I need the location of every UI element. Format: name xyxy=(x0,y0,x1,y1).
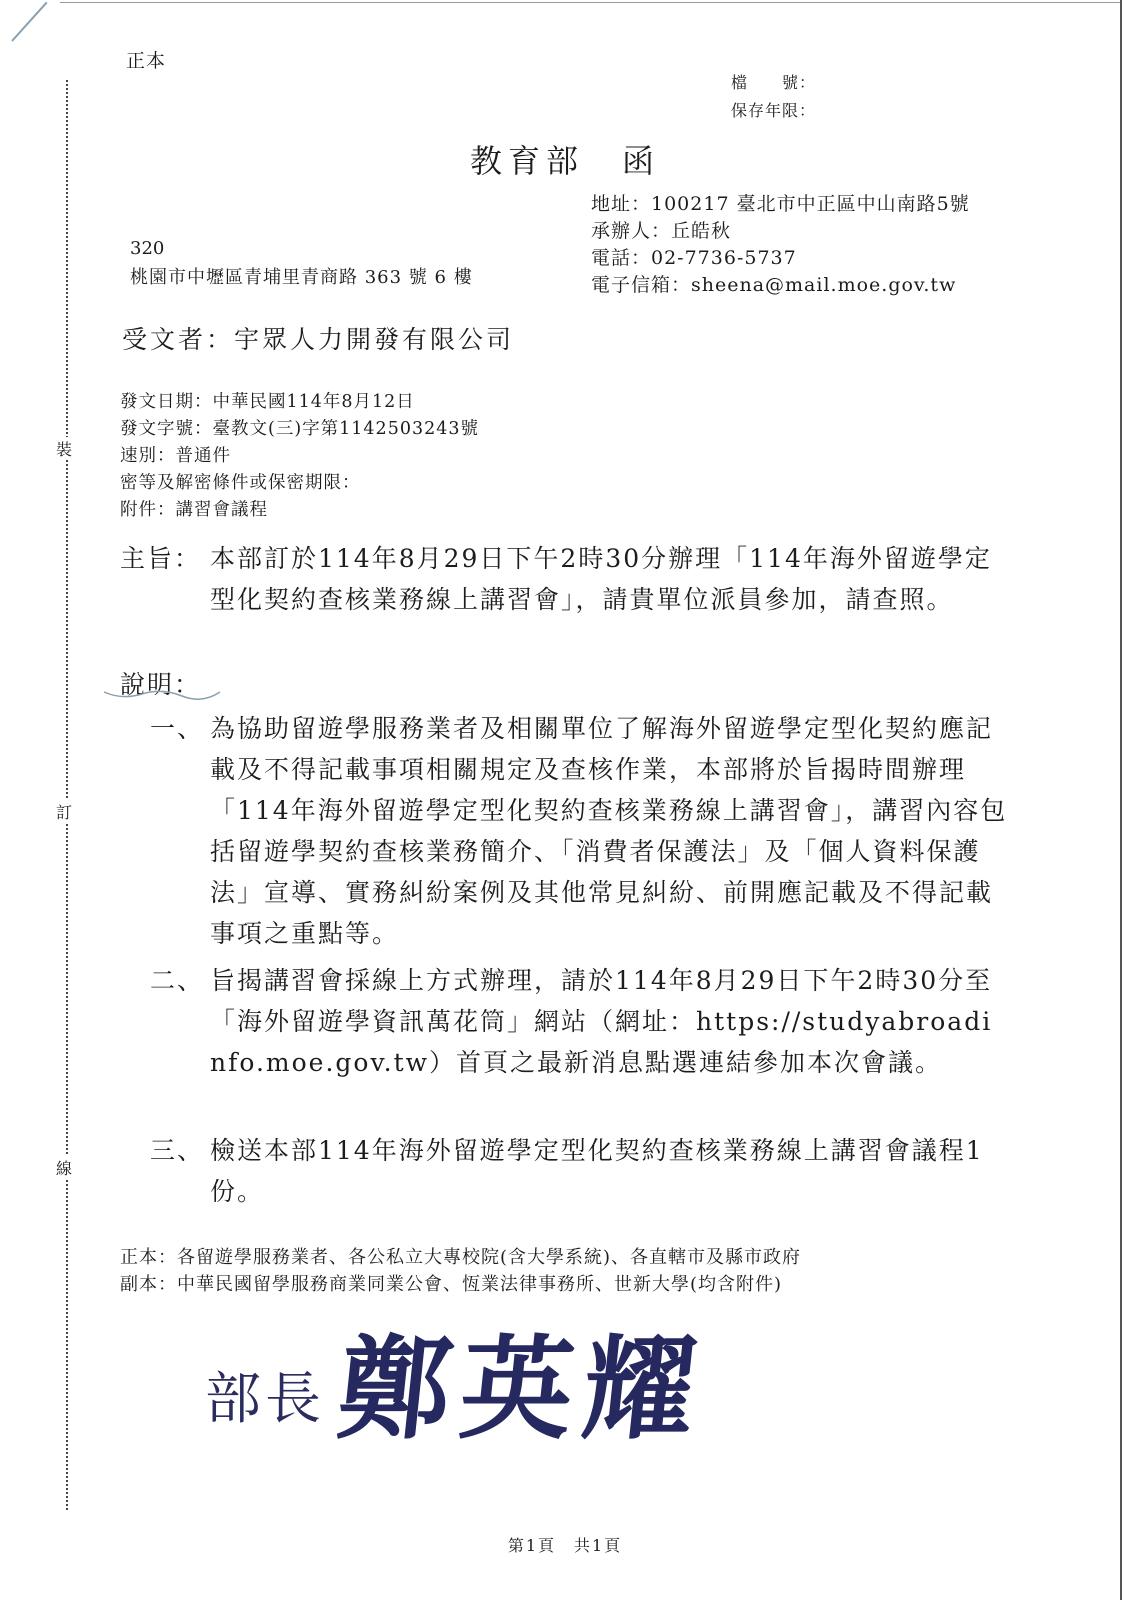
explanation-label: 說明： xyxy=(120,670,202,699)
file-number-label: 檔 號： xyxy=(731,73,817,92)
binding-mark-ding: 訂 xyxy=(56,800,72,823)
page-top-edge xyxy=(60,2,1120,3)
signature-title: 部長 xyxy=(205,1367,325,1432)
binding-mark-zhuang: 裝 xyxy=(56,437,72,460)
org-name: 教育部 xyxy=(470,142,585,180)
explanation-item-1-text: 為協助留遊學服務業者及相關單位了解海外留遊學定型化契約應記載及不得記載事項相關規定及查核作業，本部將於旨揭時間辦理「114年海外留遊學定型化契約查核業務線上講習會」，講習內容包括留遊學契約查核業務簡介、「消費者保護法」及「個人資料保護法」宣導、實務糾紛案例及其他常見糾紛、前開應記載及不得記載事項之重點等。 xyxy=(210,714,1008,948)
copy-type-label: 正本 xyxy=(126,50,167,72)
explanation-item-2-text: 旨揭講習會採線上方式辦理，請於114年8月29日下午2時30分至「海外留遊學資訊萬花筒」網站（網址：https://studyabroadinfo.moe.gov.tw）首頁之最新消息點選連結參加本次會議。 xyxy=(210,966,993,1077)
distribution-original: 正本：各留遊學服務業者、各公私立大專校院(含大學系統)、各直轄市及縣市政府 xyxy=(120,1247,802,1268)
contact-email: 電子信箱：sheena@mail.moe.gov.tw xyxy=(591,274,957,296)
recipient: 受文者：宇眾人力開發有限公司 xyxy=(122,325,515,354)
retention-label: 保存年限： xyxy=(731,101,817,120)
page-title xyxy=(470,136,660,182)
binding-line xyxy=(66,80,68,1510)
delivery-speed: 速別：普通件 xyxy=(120,446,231,466)
explanation-item-1-num: 一、 xyxy=(150,714,205,743)
pen-squiggle xyxy=(102,686,222,702)
document-number: 發文字號：臺教文(三)字第1142503243號 xyxy=(120,419,479,439)
explanation-item-3-text: 檢送本部114年海外留遊學定型化契約查核業務線上講習會議程1份。 xyxy=(210,1136,984,1206)
issue-date: 發文日期：中華民國114年8月12日 xyxy=(120,392,415,412)
pen-mark xyxy=(11,2,47,42)
page-number: 第1頁 共1頁 xyxy=(507,1536,623,1555)
explanation-item-3-num: 三、 xyxy=(150,1136,205,1165)
explanation-item-2-num: 二、 xyxy=(150,966,205,995)
secrecy-level: 密等及解密條件或保密期限： xyxy=(120,473,361,493)
subject-label: 主旨： xyxy=(120,544,202,573)
attachment: 附件：講習會議程 xyxy=(120,500,268,520)
distribution-block xyxy=(120,1244,801,1298)
distribution-copy: 副本：中華民國留學服務商業同業公會、恆業法律事務所、世新大學(均含附件) xyxy=(120,1274,783,1295)
signature-name: 鄭英耀 xyxy=(332,1324,712,1455)
subject-text: 本部訂於114年8月29日下午2時30分辦理「114年海外留遊學定型化契約查核業務線上講習會」，請貴單位派員參加，請查照。 xyxy=(210,544,992,614)
contact-handler: 承辦人：丘皓秋 xyxy=(591,220,732,242)
meta-block xyxy=(120,389,479,524)
binding-mark-xian: 線 xyxy=(56,1156,72,1179)
contact-phone: 電話：02-7736-5737 xyxy=(591,247,797,269)
mailing-address: 桃園市中壢區青埔里青商路 363 號 6 樓 xyxy=(130,267,473,288)
doc-type: 函 xyxy=(622,142,661,180)
page-right-edge xyxy=(1120,0,1122,1600)
contact-block xyxy=(591,191,970,299)
postal-code: 320 xyxy=(130,238,165,259)
contact-address: 地址：100217 臺北市中正區中山南路5號 xyxy=(591,193,970,215)
